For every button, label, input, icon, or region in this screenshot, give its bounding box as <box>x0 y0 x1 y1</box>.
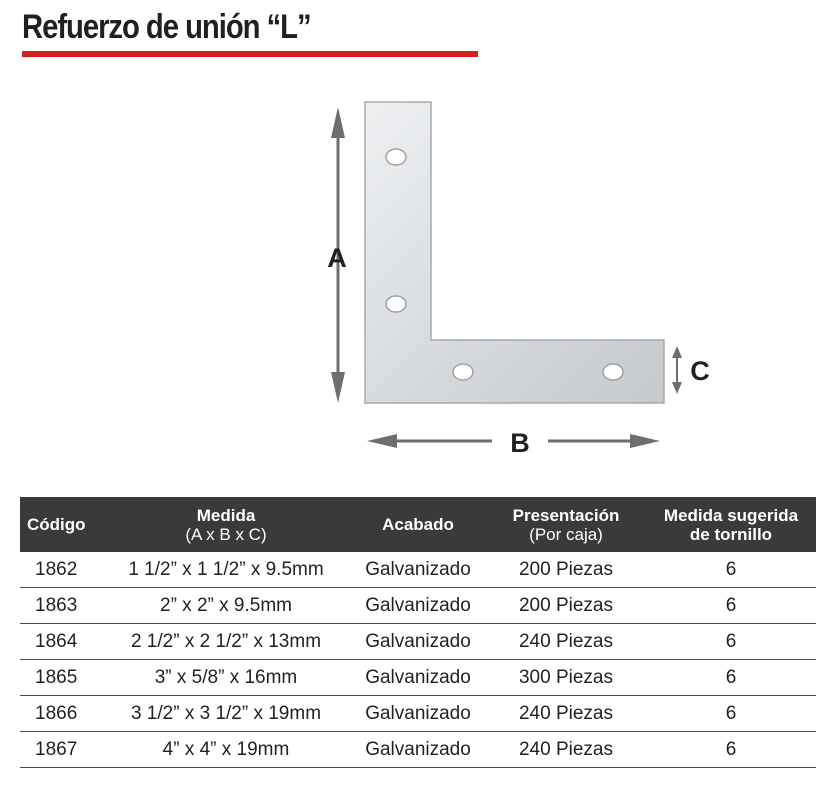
table-row <box>20 660 816 696</box>
l-bracket-figure <box>0 90 835 470</box>
cell-acabado: Galvanizado <box>350 552 486 588</box>
table-row <box>20 696 816 732</box>
cell-codigo: 1863 <box>20 588 102 624</box>
bracket-hole <box>603 364 623 380</box>
dimension-c-label: C <box>690 356 710 386</box>
header-acabado: Acabado <box>350 497 486 552</box>
cell-tornillo: 6 <box>646 552 816 588</box>
cell-acabado: Galvanizado <box>350 588 486 624</box>
bracket-hole <box>453 364 473 380</box>
cell-presentacion: 200 Piezas <box>486 588 646 624</box>
cell-presentacion: 300 Piezas <box>486 660 646 696</box>
cell-codigo: 1864 <box>20 624 102 660</box>
cell-presentacion: 240 Piezas <box>486 732 646 768</box>
dimension-a-label: A <box>327 243 347 273</box>
cell-medida: 3” x 5/8” x 16mm <box>102 660 350 696</box>
header-tornillo-line2: de tornillo <box>689 524 773 544</box>
page-title: Refuerzo de unión “L” <box>22 8 311 46</box>
header-presentacion <box>486 497 646 552</box>
cell-medida: 2 1/2” x 2 1/2” x 13mm <box>102 624 350 660</box>
cell-presentacion: 200 Piezas <box>486 552 646 588</box>
cell-codigo: 1865 <box>20 660 102 696</box>
dimension-c-arrow <box>672 346 682 394</box>
cell-medida: 1 1/2” x 1 1/2” x 9.5mm <box>102 552 350 588</box>
title-underline <box>22 51 478 57</box>
l-bracket-image <box>365 102 664 403</box>
cell-codigo: 1866 <box>20 696 102 732</box>
cell-acabado: Galvanizado <box>350 660 486 696</box>
cell-medida: 2” x 2” x 9.5mm <box>102 588 350 624</box>
cell-tornillo: 6 <box>646 696 816 732</box>
header-medida-sub: (A x B x C) <box>185 524 267 544</box>
bracket-hole <box>386 296 406 312</box>
header-tornillo-line1: Medida sugerida <box>663 505 799 525</box>
cell-medida: 4” x 4” x 19mm <box>102 732 350 768</box>
table-header-row <box>20 497 816 552</box>
header-medida <box>102 497 350 552</box>
header-medida-label: Medida <box>196 505 256 525</box>
header-codigo: Código <box>20 497 102 552</box>
cell-acabado: Galvanizado <box>350 696 486 732</box>
table-row <box>20 624 816 660</box>
table-row <box>20 588 816 624</box>
cell-presentacion: 240 Piezas <box>486 624 646 660</box>
specs-table <box>20 497 816 768</box>
table-row <box>20 732 816 768</box>
header-presentacion-sub: (Por caja) <box>529 524 603 544</box>
cell-tornillo: 6 <box>646 624 816 660</box>
bracket-hole <box>386 149 406 165</box>
cell-acabado: Galvanizado <box>350 624 486 660</box>
cell-tornillo: 6 <box>646 660 816 696</box>
cell-codigo: 1862 <box>20 552 102 588</box>
cell-acabado: Galvanizado <box>350 732 486 768</box>
header-tornillo <box>646 497 816 552</box>
header-presentacion-label: Presentación <box>512 505 620 525</box>
cell-medida: 3 1/2” x 3 1/2” x 19mm <box>102 696 350 732</box>
dimension-b-label: B <box>510 428 530 458</box>
cell-codigo: 1867 <box>20 732 102 768</box>
table-row <box>20 552 816 588</box>
cell-tornillo: 6 <box>646 732 816 768</box>
cell-presentacion: 240 Piezas <box>486 696 646 732</box>
cell-tornillo: 6 <box>646 588 816 624</box>
